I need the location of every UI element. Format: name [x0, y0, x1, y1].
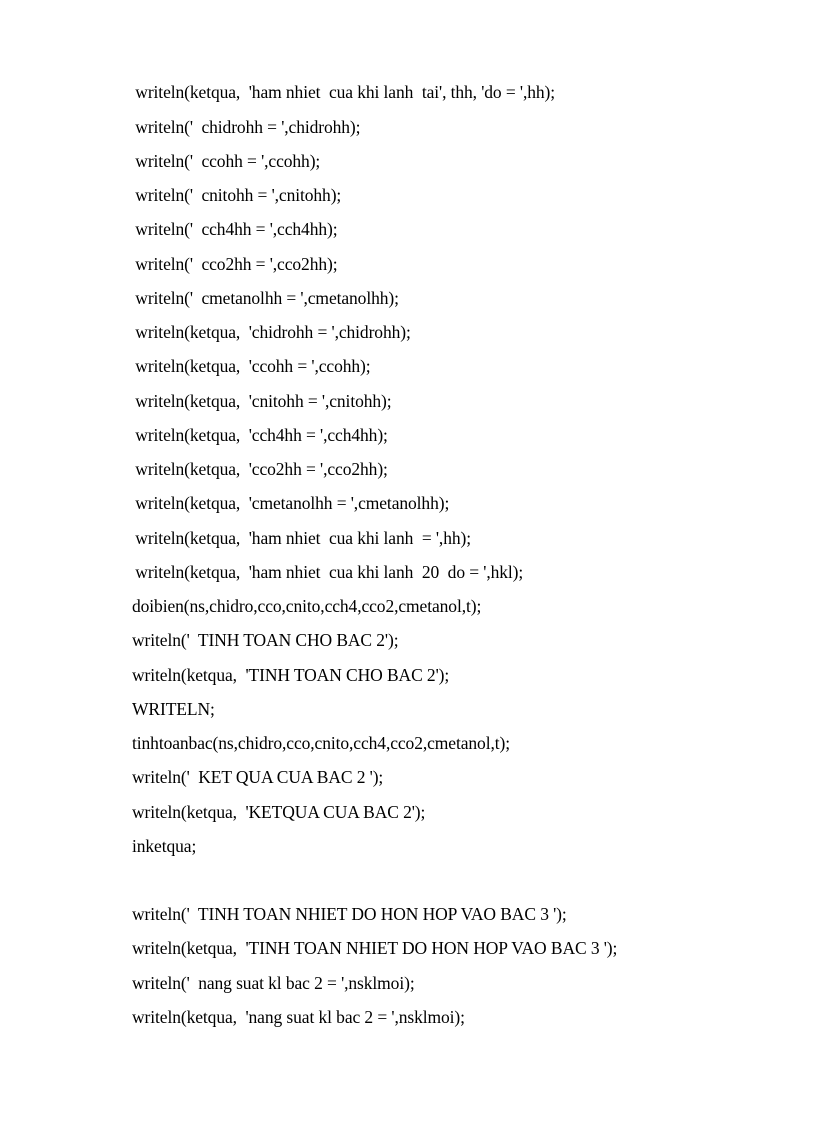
code-line: writeln(ketqua, 'ham nhiet cua khi lanh = ',hh); — [131, 528, 471, 548]
code-line: writeln(' cmetanolhh = ',cmetanolhh); — [131, 288, 399, 308]
code-line: writeln(' cnitohh = ',cnitohh); — [131, 185, 342, 205]
code-line: writeln(ketqua, 'ccohh = ',ccohh); — [131, 356, 371, 376]
code-line: writeln(ketqua, 'ham nhiet cua khi lanh tai', thh, 'do = ',hh); — [131, 82, 556, 102]
code-line: writeln(ketqua, 'TINH TOAN NHIET DO HON HOP VAO BAC 3 '); — [132, 938, 618, 958]
code-line: writeln(ketqua, 'cco2hh = ',cco2hh); — [131, 459, 388, 479]
code-line: writeln(ketqua, 'TINH TOAN CHO BAC 2'); — [132, 665, 450, 685]
code-line: writeln(ketqua, 'cmetanolhh = ',cmetanolhh); — [131, 493, 450, 513]
code-line: writeln(' nang suat kl bac 2 = ',nsklmoi); — [132, 973, 415, 993]
code-line: writeln(' cch4hh = ',cch4hh); — [131, 219, 338, 239]
code-line: WRITELN; — [132, 699, 215, 719]
code-line: writeln(' chidrohh = ',chidrohh); — [131, 117, 361, 137]
code-line: writeln(ketqua, 'cnitohh = ',cnitohh); — [131, 391, 392, 411]
code-line: writeln(' KET QUA CUA BAC 2 '); — [132, 767, 384, 787]
code-line: inketqua; — [132, 836, 197, 856]
code-line: writeln(' cco2hh = ',cco2hh); — [131, 254, 338, 274]
code-line: writeln(' TINH TOAN CHO BAC 2'); — [132, 630, 399, 650]
code-line: writeln(' ccohh = ',ccohh); — [131, 151, 321, 171]
code-line: writeln(ketqua, 'nang suat kl bac 2 = ',nsklmoi); — [132, 1007, 465, 1027]
code-line: doibien(ns,chidro,cco,cnito,cch4,cco2,cmetanol,t); — [132, 596, 482, 616]
code-line: writeln(' TINH TOAN NHIET DO HON HOP VAO BAC 3 '); — [132, 904, 567, 924]
code-line: writeln(ketqua, 'ham nhiet cua khi lanh 20 do = ',hkl); — [131, 562, 524, 582]
code-line: writeln(ketqua, 'cch4hh = ',cch4hh); — [131, 425, 388, 445]
code-line: tinhtoanbac(ns,chidro,cco,cnito,cch4,cco2,cmetanol,t); — [132, 733, 510, 753]
code-line: writeln(ketqua, 'KETQUA CUA BAC 2'); — [132, 802, 426, 822]
code-line: writeln(ketqua, 'chidrohh = ',chidrohh); — [131, 322, 411, 342]
